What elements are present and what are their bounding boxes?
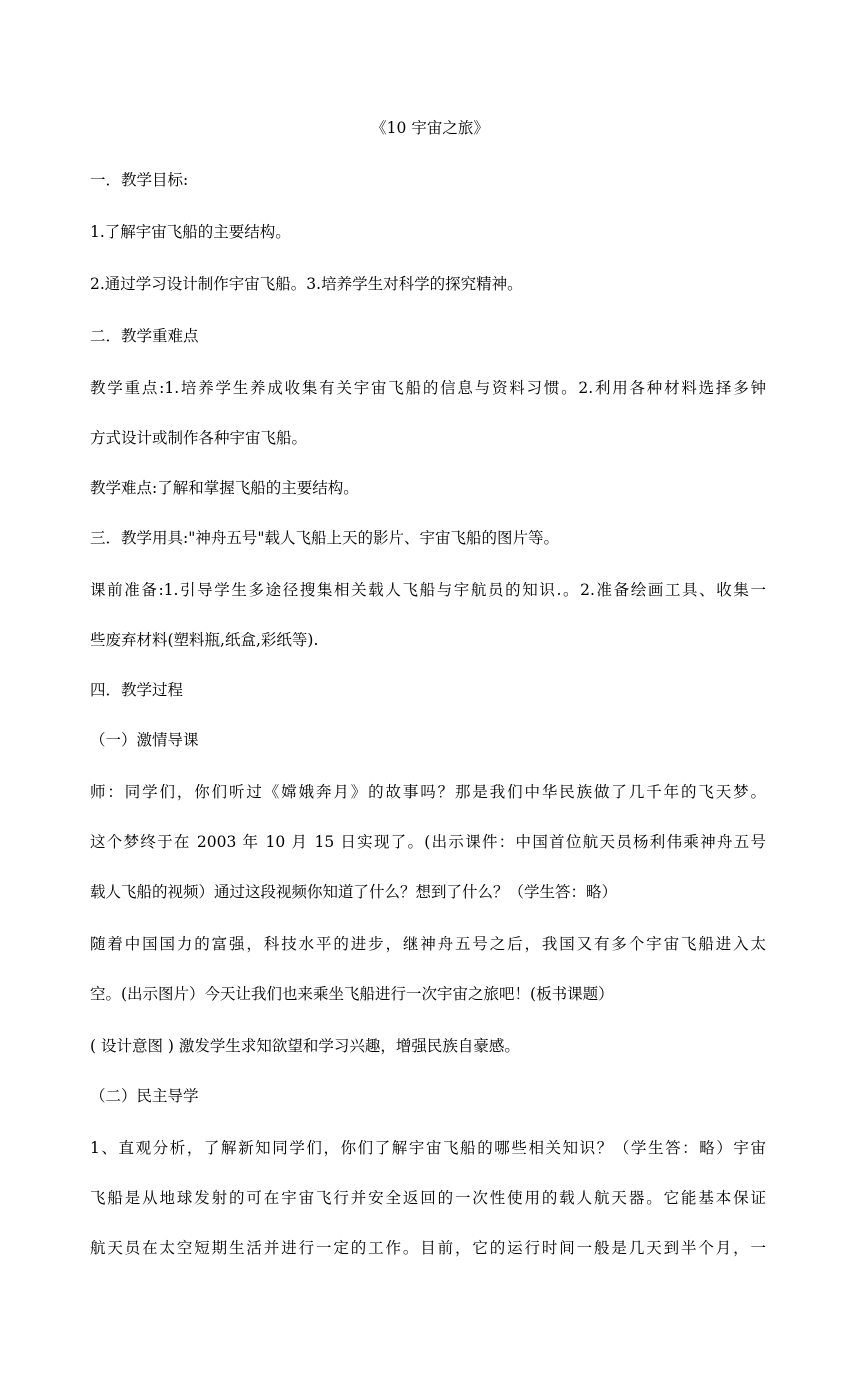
paragraph-line: 教学难点:了解和掌握飞船的主要结构。 xyxy=(90,479,359,497)
section-heading-process: 四．教学过程 xyxy=(90,681,184,699)
paragraph-line: 飞船是从地球发射的可在宇宙飞行并安全返回的一次性使用的载人航天器。它能基本保证 xyxy=(90,1189,766,1207)
paragraph-line: 这个梦终于在 2003 年 10 月 15 日实现了。(出示课件：中国首位航天员杨利伟乘神舟五号 xyxy=(90,833,766,851)
paragraph-line: 航天员在太空短期生活并进行一定的工作。目前，它的运行时间一般是几天到半个月，一 xyxy=(90,1239,766,1257)
paragraph-line: 方式设计或制作各种宇宙飞船。 xyxy=(90,429,308,447)
paragraph-line: 随着中国国力的富强，科技水平的进步，继神舟五号之后，我国又有多个宇宙飞船进入太 xyxy=(90,935,766,953)
document-title: 《10 宇宙之旅》 xyxy=(371,119,489,137)
paragraph-line: 2.通过学习设计制作宇宙飞船。3.培养学生对科学的探究精神。 xyxy=(90,275,523,293)
section-heading-objectives: 一．教学目标: xyxy=(90,171,189,189)
paragraph-line: 些废弃材料(塑料瓶,纸盒,彩纸等). xyxy=(90,631,319,649)
section-heading-tools: 三．教学用具:"神舟五号"载人飞船上天的影片、宇宙飞船的图片等。 xyxy=(90,529,559,547)
paragraph-line: 课前准备:1.引导学生多途径搜集相关载人飞船与宇航员的知识.。2.准备绘画工具、收集一 xyxy=(90,581,766,599)
subsection-heading: （二）民主导学 xyxy=(90,1087,199,1105)
subsection-heading: （一）激情导课 xyxy=(90,731,199,749)
section-heading-key-points: 二．教学重难点 xyxy=(90,327,199,345)
paragraph-line: 1、直观分析，了解新知同学们，你们了解宇宙飞船的哪些相关知识？（学生答：略）宇宙 xyxy=(90,1139,766,1157)
paragraph-line: 教学重点:1.培养学生养成收集有关宇宙飞船的信息与资料习惯。2.利用各种材料选择多钟 xyxy=(90,379,766,397)
paragraph-line: 师：同学们，你们听过《嫦娥奔月》的故事吗？那是我们中华民族做了几千年的飞天梦。 xyxy=(90,783,766,801)
paragraph-line: 空。(出示图片）今天让我们也来乘坐飞船进行一次宇宙之旅吧！(板书课题） xyxy=(90,985,614,1003)
paragraph-line: ( 设计意图 ) 激发学生求知欲望和学习兴趣，增强民族自豪感。 xyxy=(90,1037,520,1055)
paragraph-line: 1.了解宇宙飞船的主要结构。 xyxy=(90,223,291,241)
paragraph-line: 载人飞船的视频）通过这段视频你知道了什么？想到了什么？（学生答：略） xyxy=(90,883,618,901)
